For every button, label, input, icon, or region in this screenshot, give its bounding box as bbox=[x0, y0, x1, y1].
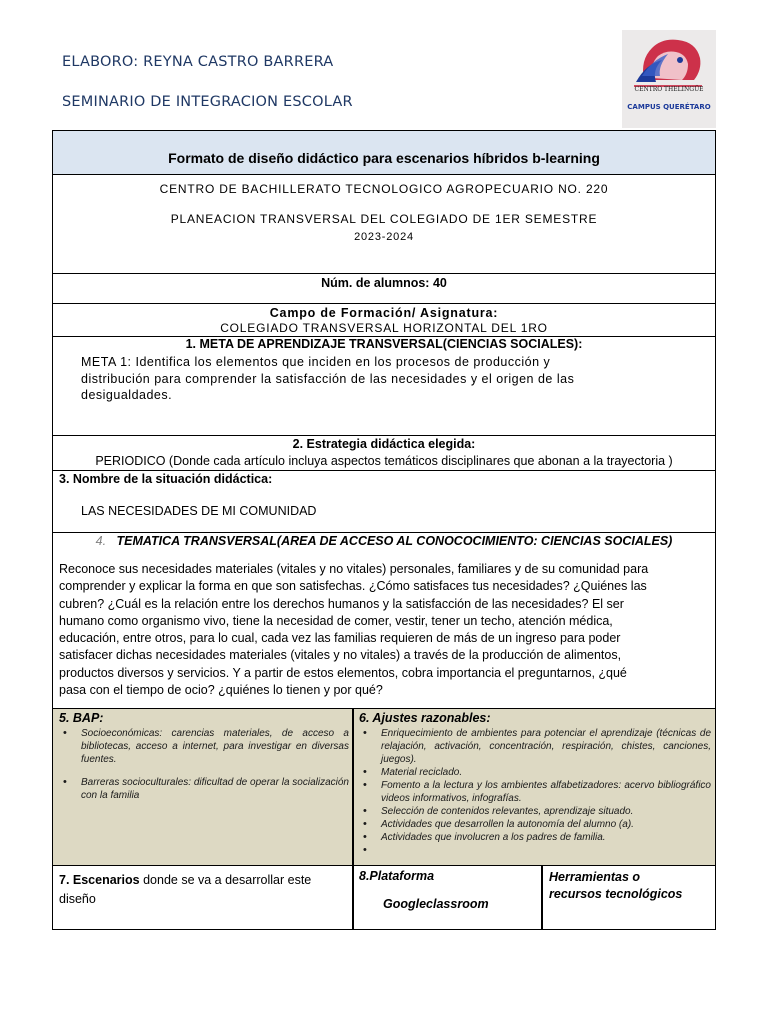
adjustment-item: • Material reciclado. bbox=[359, 766, 711, 779]
tools-label: Herramientas o bbox=[549, 870, 641, 884]
goal-line: META 1: Identifica los elementos que inciden en los procesos de producción y bbox=[81, 355, 551, 369]
strategy-label: 2. Estrategia didáctica elegida: bbox=[292, 437, 476, 451]
bap-list bbox=[59, 727, 349, 802]
goal-line: desigualdades. bbox=[81, 388, 173, 402]
adjustment-item: • Selección de contenidos relevantes, aprendizaje situado. bbox=[359, 805, 711, 818]
theme-line: satisfacer dichas necesidades materiales (vitales y no vitales) a través de la producción de alimentos, bbox=[59, 648, 622, 663]
field-row bbox=[52, 303, 716, 337]
goal-label: 1. META DE APRENDIZAJE TRANSVERSAL(CIENCIAS SOCIALES): bbox=[185, 337, 583, 351]
scenarios-row bbox=[52, 865, 716, 930]
seminar-line: SEMINARIO DE INTEGRACION ESCOLAR bbox=[62, 94, 353, 110]
theme-line: Reconoce sus necesidades materiales (vitales y no vitales) personales, familiares y de su comunidad para bbox=[59, 562, 649, 576]
scenarios-text-cont: diseño bbox=[59, 892, 96, 906]
field-value: COLEGIADO TRANSVERSAL HORIZONTAL DEL 1RO bbox=[220, 321, 548, 335]
adjustment-item bbox=[359, 844, 711, 857]
author-line: ELABORO: REYNA CASTRO BARRERA bbox=[62, 54, 334, 70]
situation-label: 3. Nombre de la situación didáctica: bbox=[59, 472, 273, 486]
theme-row bbox=[52, 532, 716, 709]
column-divider bbox=[541, 866, 543, 929]
theme-line: pasa con el tiempo de ocio? ¿quiénes lo tienen y por qué? bbox=[59, 683, 383, 698]
field-label: Campo de Formación/ Asignatura: bbox=[269, 306, 499, 320]
goal-row bbox=[52, 336, 716, 436]
column-divider bbox=[352, 866, 354, 929]
theme-line: productos diversos y servicios. Y a partir de estos elementos, cobra importancia el preguntarnos, ¿qué bbox=[59, 665, 627, 680]
situation-name: LAS NECESIDADES DE MI COMUNIDAD bbox=[81, 504, 317, 518]
school-logo bbox=[622, 30, 716, 128]
tools-cell bbox=[549, 869, 713, 903]
theme-line: cubren? ¿Cuál es la relación entre los derechos humanos y la satisfacción de las necesidades? El ser bbox=[59, 596, 624, 611]
theme-line: humano como organismo vivo, tiene la necesidad de comer, vestir, tener un techo, atención médica, bbox=[59, 613, 613, 628]
column-divider bbox=[352, 709, 354, 865]
theme-line: educación, entre otros, para lo cual, cada vez las familias requieren de más de un ingreso para poder bbox=[59, 631, 621, 646]
school-row bbox=[52, 174, 716, 274]
goal-line: distribución para comprender la satisfacción de las necesidades y el origen de las bbox=[81, 371, 575, 386]
adjustment-item: • Enriquecimiento de ambientes para potenciar el aprendizaje (técnicas de relajación, activación, concentración, respiración, chistes, canciones, juegos). bbox=[359, 727, 711, 766]
goal-text bbox=[81, 354, 574, 404]
logo-campus-text: CAMPUS QUERÉTARO bbox=[627, 103, 711, 111]
theme-heading bbox=[53, 534, 715, 548]
bap-item: • Socioeconómicas: carencias materiales, de acceso a bibliotecas, acceso a internet, para investigar en diversas fuentes. bbox=[59, 727, 349, 766]
adjustments-cell bbox=[359, 711, 711, 857]
situation-row bbox=[52, 470, 716, 533]
students-count: Núm. de alumnos: 40 bbox=[321, 276, 447, 290]
platform-cell bbox=[359, 869, 539, 911]
platform-label: 8.Plataforma bbox=[359, 869, 435, 883]
scenarios-text: donde se va a desarrollar este bbox=[139, 873, 312, 887]
bap-cell bbox=[59, 711, 349, 802]
theme-text bbox=[59, 561, 648, 699]
bap-adjustments-row bbox=[52, 708, 716, 866]
plan-title: PLANEACION TRANSVERSAL DEL COLEGIADO DE 1ER SEMESTRE bbox=[170, 212, 598, 226]
adjustments-label: 6. Ajustes razonables: bbox=[359, 711, 491, 725]
tools-label-cont: recursos tecnológicos bbox=[549, 887, 683, 901]
theme-number: 4. bbox=[95, 534, 107, 548]
bap-item: • Barreras socioculturales: dificultad de operar la socialización con la familia bbox=[59, 776, 349, 802]
adjustment-item: • Fomento a la lectura y los ambientes alfabetizadores: acervo bibliográfico videos informativos, infografías. bbox=[359, 779, 711, 805]
adjustments-list bbox=[359, 727, 711, 857]
form-title: Formato de diseño didáctico para escenarios híbridos b-learning bbox=[168, 150, 600, 166]
theme-line: comprender y explicar la forma en que son satisfechas. ¿Cómo satisfaces tus necesidades? ¿Quiénes las bbox=[59, 579, 647, 594]
strategy-row bbox=[52, 435, 716, 471]
logo-text: CENTRO THELINGÜE bbox=[634, 86, 704, 93]
theme-label: TEMATICA TRANSVERSAL(AREA DE ACCESO AL CONOCOCIMIENTO: CIENCIAS SOCIALES) bbox=[116, 534, 673, 548]
school-year: 2023-2024 bbox=[354, 231, 414, 243]
strategy-value: PERIODICO (Donde cada artículo incluya aspectos temáticos disciplinares que abonan a la trayectoria ) bbox=[95, 454, 673, 468]
platform-value: Googleclassroom bbox=[383, 897, 489, 911]
bap-label: 5. BAP: bbox=[59, 711, 104, 725]
school-name: CENTRO DE BACHILLERATO TECNOLOGICO AGROPECUARIO NO. 220 bbox=[159, 182, 609, 196]
lion-emblem-icon bbox=[622, 30, 716, 90]
students-row bbox=[52, 273, 716, 304]
scenarios-cell bbox=[59, 871, 347, 909]
form-title-row bbox=[52, 130, 716, 175]
scenarios-label: 7. Escenarios bbox=[59, 873, 140, 887]
adjustment-item: • Actividades que desarrollen la autonomía del alumno (a). bbox=[359, 818, 711, 831]
adjustment-item: • Actividades que involucren a los padres de familia. bbox=[359, 831, 711, 844]
